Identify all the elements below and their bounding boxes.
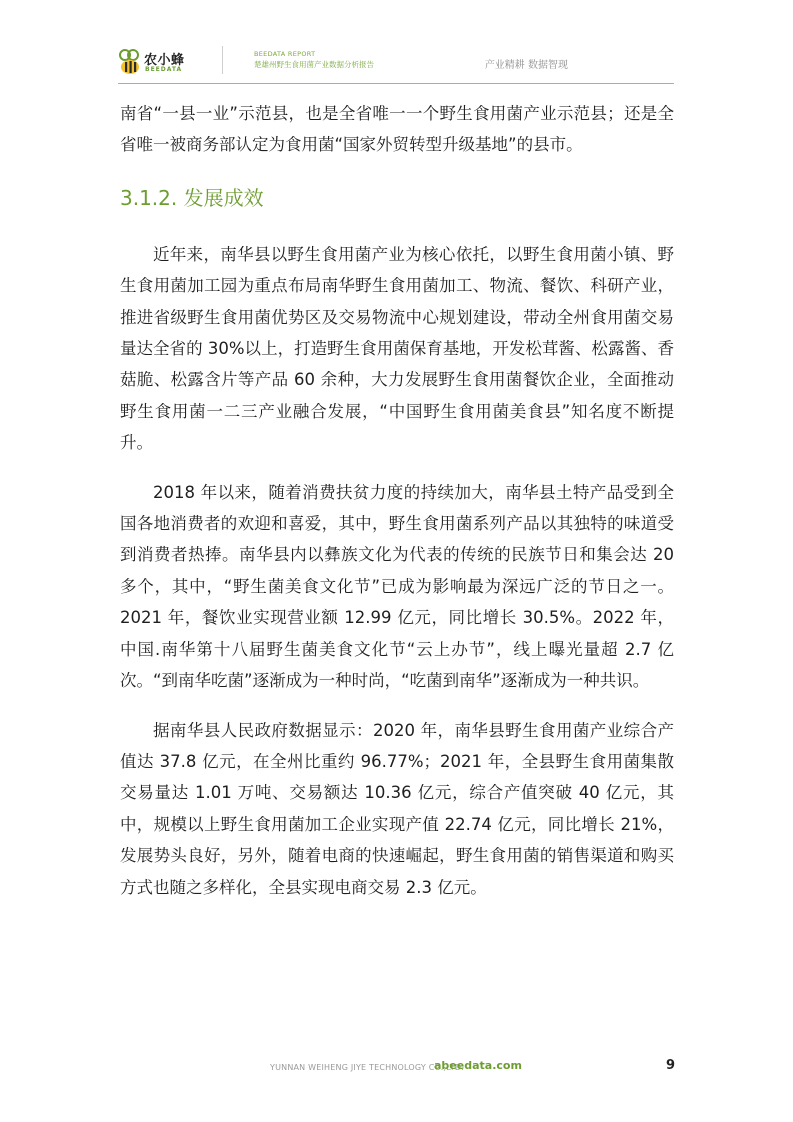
header-divider [222,46,223,74]
page-content [120,98,674,903]
header-rule [118,83,674,84]
logo-name: 农小蜂 [144,53,185,68]
page-number: 9 [666,1058,676,1073]
bee-logo-icon [118,48,144,76]
body-paragraph: 近年来，南华县以野生食用菌产业为核心依托，以野生食用菌小镇、野生食用菌加工园为重点布局南华野生食用菌加工、物流、餐饮、科研产业，推进省级野生食用菌优势区及交易物流中心规划建设，带动全州食用菌交易量达全省的 30%以上，打造野生食用菌保育基地，开发松茸酱、松露酱、香菇脆、松露含片等产品 60 余种，大力发展野生食用菌餐饮企业，全面推动野生食用菌一二三产业融合发展，“中国野生食用菌美食县”知名度不断提升。 [120,244,674,453]
page-footer [270,1058,690,1078]
body-paragraph: 2018 年以来，随着消费扶贫力度的持续加大，南华县土特产品受到全国各地消费者的欢迎和喜爱，其中，野生食用菌系列产品以其独特的味道受到消费者热捧。南华县内以彝族文化为代表的传统的民族节日和集会达 20 多个，其中，“野生菌美食文化节”已成为影响最为深远广泛的节日之一。2021 年，餐饮业实现营业额 12.99 亿元，同比增长 30.5%。2022 年，中国.南华第十八届野生菌美食文化节“云上办节”，线上曝光量超 2.7 亿次。“到南华吃菌”逐渐成为一种时尚，“吃菌到南华”逐渐成为一种共识。 [120,482,674,691]
header-slogan: 产业精耕 数据智现 [484,60,568,71]
intro-paragraph: 南省“一县一业”示范县，也是全省唯一一个野生食用菌产业示范县；还是全省唯一被商务部认定为食用菌“国家外贸转型升级基地”的县市。 [120,104,674,155]
footer-website-link[interactable]: abeedata.com [434,1059,522,1072]
section-title: 3.1.2. 发展成效 [120,185,264,210]
page-header [118,44,674,82]
logo-subtitle: BEEDATA [145,66,183,73]
brand-logo[interactable] [118,46,208,78]
report-title: 楚雄州野生食用菌产业数据分析报告 [254,60,374,69]
footer-company: YUNNAN WEIHENG JIYE TECHNOLOGY CO.,LTD. [270,1063,464,1072]
body-paragraph: 据南华县人民政府数据显示：2020 年，南华县野生食用菌产业综合产值达 37.8 亿元，在全州比重约 96.77%；2021 年，全县野生食用菌集散交易量达 1.01 万吨、交易额达 10.36 亿元，综合产值突破 40 亿元，其中，规模以上野生食用菌加工企业实现产值 22.74 亿元，同比增长 21%，发展势头良好，另外，随着电商的快速崛起，野生食用菌的销售渠道和购买方式也随之多样化，全县实现电商交易 2.3 亿元。 [120,720,674,897]
report-label-en: BEEDATA REPORT [254,50,316,58]
